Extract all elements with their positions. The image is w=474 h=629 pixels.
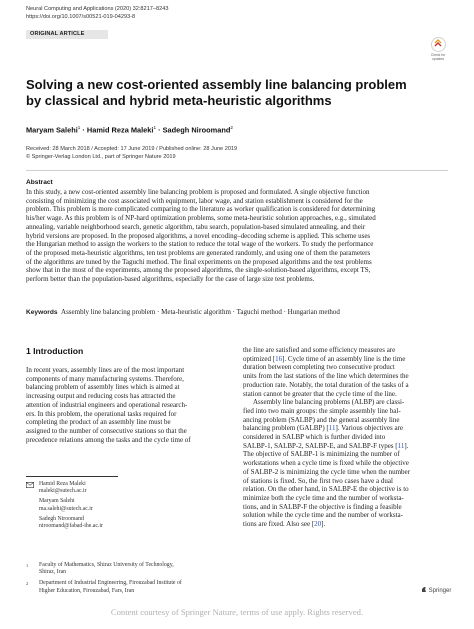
body-line: workstations when a cycle time is fixed while the objective [243,459,409,468]
body-line: fied into two main groups: the simple assembly line bal- [243,406,401,415]
intro-line: completing the product of an assembly line must be [26,418,171,427]
journal-header [26,6,168,22]
publisher-logo [421,586,451,594]
affiliation-line: Faculty of Mathematics, Shiraz University of Technology, [39,562,174,568]
citation-link[interactable]: 11 [328,424,336,433]
intro-line: components of many manufacturing systems. Therefore, [26,374,184,383]
body-line: tions are fixed. Also see [20]. [243,520,326,529]
author-3-affil: 2 [230,125,233,130]
citation-link[interactable]: 11 [397,441,405,450]
body-line: solution while the cycle time and the number of worksta- [243,511,403,520]
abstract-line: of the proposed meta-heuristic algorithms, ten test problems are generated randomly, and using one of them the parameters [26,248,371,257]
body-line: of SALBP-2 is minimizing the cycle time when the number [243,467,410,476]
author-1[interactable]: Maryam Salehi [26,125,78,135]
contact-email[interactable]: ma.salehi@sutech.ac.ir [39,505,93,512]
affiliation-entry [26,562,232,576]
envelope-icon [26,482,34,491]
introduction-right-column [243,346,450,529]
body-line: of stations is fixed. So, the first two cases have a dual [243,476,393,485]
abstract-heading: Abstract [26,179,53,186]
body-line: The objective of SALBP-1 is minimizing the number of [243,450,400,459]
body-line: Assembly line balancing problems (ALBP) are classi- [253,398,405,407]
affiliation-number: 1 [26,563,29,568]
header-divider [26,170,448,171]
body-line: relation. On the other hand, in SALBP-E the objective is to [243,485,409,494]
keywords-label: Keywords [26,309,58,316]
affiliations [26,562,232,599]
body-line: minimize both the cycle time and the number of worksta- [243,493,404,502]
dates-line: Received: 28 March 2018 / Accepted: 17 June 2019 / Published online: 28 June 2019 [26,146,238,152]
author-3[interactable]: Sadegh Niroomand [162,125,231,135]
affiliation-line: Higher Education, Firouzabad, Fars, Iran [39,587,135,594]
introduction-left-column [26,366,232,444]
contact-name: Maryam Salehi [39,498,75,505]
abstract-line: problem. This problem is more complicated comparing to the literature as worker qualification is considered for determining [26,205,376,214]
affiliation-entry [26,580,232,594]
citation-link[interactable]: 20 [314,520,322,529]
intro-line: increasing output and reducing costs has attracted the [26,392,176,401]
contact-email[interactable]: maleki@sutech.ac.ir [39,488,87,495]
author-2-affil: 1 [153,125,157,130]
affiliation-number: 2 [26,581,29,587]
body-line: the line are satisfied and some efficiency measures are [243,346,396,354]
abstract-line: consisting of minimizing the cost associated with equipment, labor wage, and station establishment is considered for the [26,196,363,205]
journal-citation: Neural Computing and Applications (2020) 32:8217–8243 [26,6,169,12]
contact-name: Hamid Reza Maleki [39,481,86,487]
keywords [26,308,450,318]
intro-line: In recent years, assembly lines are of the most important [26,366,185,374]
abstract-line: perform better than the population-based algorithms, especially for the case of large size test problems. [26,275,315,284]
author-1-affil: 1 [77,125,81,130]
footer-notice: Content courtesy of Springer Nature, terms of use apply. Rights reserved. [110,607,364,617]
author-contacts [26,481,232,533]
contact-entry [26,498,232,512]
contact-name: Sadegh Niroomand [39,515,84,522]
author-2[interactable]: Hamid Reza Maleki [86,125,154,135]
paper-title [26,77,446,109]
publication-dates [26,146,237,162]
keywords-text: Assembly line balancing problem · Meta-heuristic algorithm · Taguchi method · Hungarian method [61,308,340,316]
contact-entry [26,481,232,495]
section-heading-introduction: 1 Introduction [26,346,84,356]
body-line: station cannot be greater that the cycle time of the line. [243,389,397,398]
abstract-body [26,188,450,284]
abstract-line: In this study, a new cost-oriented assembly line balancing problem is proposed and formulated. A single objective function [26,188,370,196]
body-line: considered in SALBP which is further divided into [243,433,386,442]
title-line-2: by classical and hybrid meta-heuristic algorithms [26,92,332,108]
abstract-line: show that in the most of the experiments, among the proposed algorithms, the single-solution-based algorithms, except TS, [26,266,371,275]
citation-link[interactable]: 16 [275,354,283,363]
author-separator: · [80,125,87,135]
article-type-tag: ORIGINAL ARTICLE [26,30,108,39]
intro-line: balancing problem of assembly lines which is aimed at [26,383,180,392]
abstract-line: annealing, variable neighborhood search, genetic algorithm, tabu search, population-based simulated annealing, and their [26,222,366,231]
affiliation-line: Shiraz, Iran [39,569,67,576]
body-line: optimized [16]. Cycle time of an assembly line is the time [243,354,406,363]
doi-link[interactable]: https://doi.org/10.1007/s00521-019-04293-8 [26,13,136,20]
body-line: tions, and in SALBP-F the objective is finding a feasible [243,502,402,511]
body-line: SALBP-1, SALBP-2, SALBP-E, and SALBP-F types [11]. [243,441,409,450]
intro-line: ers. In this problem, the operational tasks required for [26,409,177,418]
body-line: balancing problem (GALBP) [11]. Various objectives are [243,424,403,433]
abstract-line: hybrid versions are proposed. In the proposed algorithms, a novel encoding–decoding scheme is applied. This scheme uses [26,231,371,240]
title-line-1: Solving a new cost-oriented assembly line balancing problem [26,77,407,92]
abstract-line: his/her wage. As this problem is of NP-hard optimization problems, some meta-heuristic solution approaches, e.g., simulated [26,214,376,223]
contact-email[interactable]: niroomand@fabad-ihe.ac.ir [39,523,103,530]
check-updates-icon [431,37,446,52]
body-line: duration between completing two consecutive product [243,363,395,372]
contact-entry [26,516,232,530]
intro-line: precedence relations among the tasks and the cycle time of [26,435,191,444]
body-line: units from the last stations of the line which determines the [243,372,409,381]
footnote-divider [26,476,118,477]
body-line: production rate. Notably, the total duration of the tasks of a [243,380,409,389]
intro-line: assigned to the number of consecutive stations so that the [26,426,187,435]
abstract-line: the Hungarian method to assign the workers to the station to reduce the total wage of the workers. To study the performance [26,240,374,249]
check-for-updates-badge[interactable] [426,37,450,61]
check-updates-label: Check for updates [430,53,446,61]
author-separator: · [156,125,163,135]
author-list [26,123,233,135]
copyright-line: © Springer-Verlag London Ltd., part of Springer Nature 2019 [26,153,176,160]
affiliation-line: Department of Industrial Engineering, Firouzabad Institute of [39,580,182,587]
publisher-name: Springer [428,588,452,594]
abstract-line: of the algorithms are tuned by the Taguchi method. The final experiments on the proposed algorithms and the test problems [26,257,372,266]
springer-horse-icon [421,586,427,593]
intro-line: attention of industrial engineers and operational research- [26,400,188,409]
body-line: ancing problem (SALBP) and the general assembly line [243,415,400,424]
